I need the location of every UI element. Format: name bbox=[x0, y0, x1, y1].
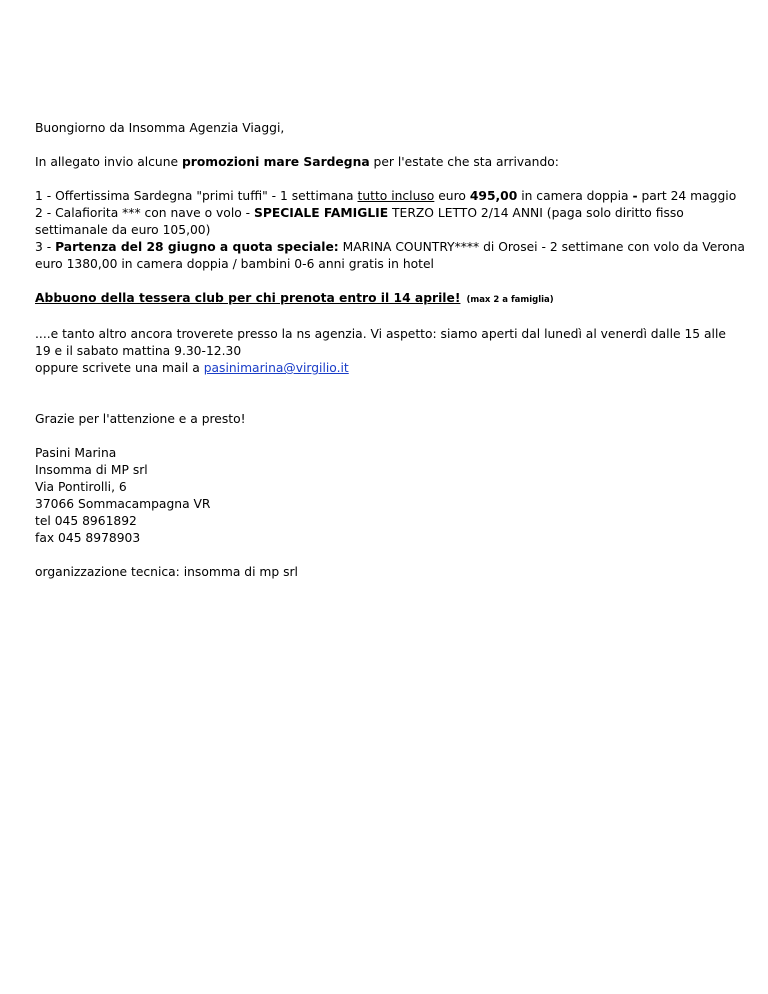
more-info: ....e tanto altro ancora troverete presso la ns agenzia. Vi aspetto: siamo aperti dal lunedì al venerdì dalle 15 alle 19 e il sabato mattina 9.30-12.30 bbox=[35, 327, 726, 358]
intro-highlight: promozioni mare Sardegna bbox=[181, 155, 370, 169]
offer-2-details: TERZO LETTO 2/14 ANNI (paga solo diritto fisso settimanale da euro 105,00) bbox=[35, 206, 684, 237]
intro-paragraph bbox=[35, 154, 745, 171]
signature-company: Insomma di MP srl bbox=[35, 463, 148, 477]
signature-fax: fax 045 8978903 bbox=[35, 531, 141, 545]
offer-3-details: MARINA COUNTRY**** di Orosei - 2 settimane con volo da Verona euro 1380,00 in camera doppia / bambini 0-6 anni gratis in hotel bbox=[35, 240, 745, 271]
offer-2-text: 2 - Calafiorita *** con nave o volo - bbox=[35, 206, 255, 220]
mail-prefix: oppure scrivete una mail a bbox=[35, 361, 204, 375]
offer-1-departure: part 24 maggio bbox=[637, 189, 737, 203]
offer-1-dash: - bbox=[632, 189, 638, 203]
mail-line bbox=[35, 360, 745, 377]
offer-1-euro: euro bbox=[434, 189, 470, 203]
offer-1-all-inclusive: tutto incluso bbox=[357, 189, 435, 203]
offer-3-highlight: Partenza del 28 giugno a quota speciale: bbox=[55, 240, 339, 254]
offer-1-text: 1 - Offertissima Sardegna "primi tuffi" - 1 settimana bbox=[35, 189, 358, 203]
footer-organization: organizzazione tecnica: insomma di mp srl bbox=[35, 565, 298, 579]
email-link[interactable]: pasinimarina@virgilio.it bbox=[203, 361, 349, 375]
offer-2-highlight: SPECIALE FAMIGLIE bbox=[254, 206, 389, 220]
club-notice-note: (max 2 a famiglia) bbox=[466, 295, 554, 305]
intro-after: per l'estate che sta arrivando: bbox=[369, 155, 559, 169]
intro-before: In allegato invio alcune bbox=[35, 155, 182, 169]
offer-2 bbox=[35, 205, 745, 239]
signature-street: Via Pontirolli, 6 bbox=[35, 480, 127, 494]
club-notice-main: Abbuono della tessera club per chi prenota entro il 14 aprile! bbox=[35, 291, 461, 305]
signature-city: 37066 Sommacampagna VR bbox=[35, 497, 211, 511]
thanks: Grazie per l'attenzione e a presto! bbox=[35, 412, 246, 426]
signature-name: Pasini Marina bbox=[35, 446, 117, 460]
offer-3 bbox=[35, 239, 745, 273]
offer-1-room: in camera doppia bbox=[517, 189, 633, 203]
club-notice bbox=[35, 290, 745, 309]
offer-1-price: 495,00 bbox=[469, 189, 518, 203]
offer-1 bbox=[35, 188, 745, 205]
signature-tel: tel 045 8961892 bbox=[35, 514, 137, 528]
greeting: Buongiorno da Insomma Agenzia Viaggi, bbox=[35, 121, 285, 135]
offer-3-number: 3 - bbox=[35, 240, 56, 254]
signature bbox=[35, 445, 745, 547]
email-body bbox=[35, 120, 745, 581]
